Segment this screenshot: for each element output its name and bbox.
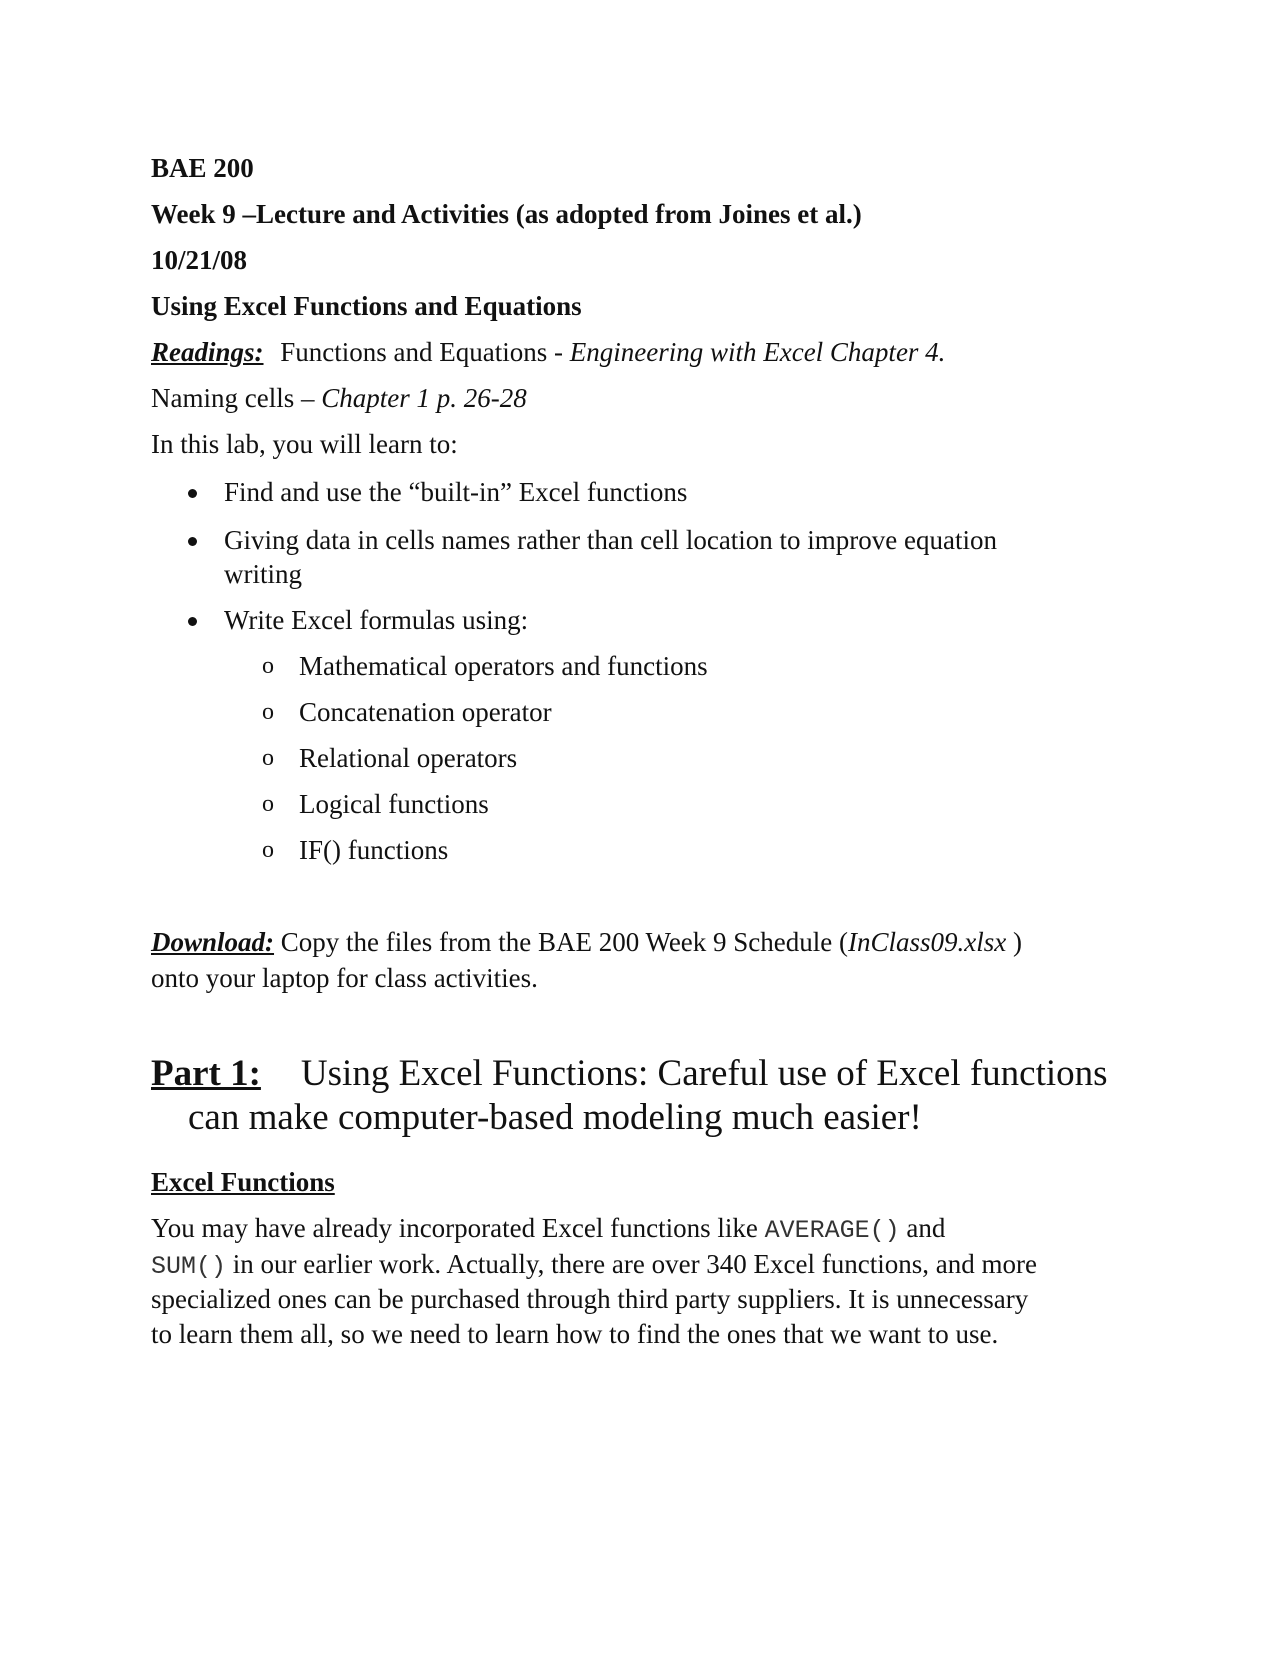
naming-text: Naming cells – (151, 383, 322, 413)
naming-ref: Chapter 1 p. 26-28 (321, 383, 527, 413)
bullet-item-2-line-2: writing (224, 559, 302, 589)
course-title: BAE 200 (151, 153, 254, 183)
sub-bullet-item-3: Relational operators (299, 743, 518, 773)
naming-line (151, 382, 527, 414)
readings-text: Functions and Equations - (280, 337, 570, 367)
paragraph-line-1 (151, 1212, 945, 1247)
date: 10/21/08 (151, 245, 248, 275)
code-sum: SUM() (151, 1252, 227, 1281)
paragraph-line-4: to learn them all, so we need to learn how to find the ones that we want to use. (151, 1319, 999, 1349)
sub-bullet-marker: o (262, 653, 274, 679)
sub-bullet-item-2: Concatenation operator (299, 697, 552, 727)
bullet-item-3: Write Excel formulas using: (224, 605, 529, 635)
download-label: Download: (151, 927, 275, 957)
week-title: Week 9 –Lecture and Activities (as adopted from Joines et al.) (151, 199, 862, 229)
paragraph-text: in our earlier work. Actually, there are over 340 Excel functions, and more (226, 1249, 1037, 1279)
intro-text: In this lab, you will learn to: (151, 429, 458, 459)
part1-heading-line-1 (151, 1052, 1108, 1096)
part1-heading-line-2: can make computer-based modeling much easier! (188, 1097, 922, 1138)
code-average: AVERAGE() (764, 1216, 900, 1245)
bullet-item-1: Find and use the “built-in” Excel functions (224, 477, 688, 507)
sub-bullet-marker: o (262, 837, 274, 863)
download-file: InClass09.xlsx (848, 927, 1007, 957)
readings-line (151, 336, 945, 368)
bullet-dot (188, 537, 197, 546)
paragraph-line-2 (151, 1248, 1037, 1283)
bullet-dot (188, 489, 197, 498)
bullet-dot (188, 617, 197, 626)
bullet-item-2-line-1: Giving data in cells names rather than cell location to improve equation (224, 525, 998, 555)
download-text-1: Copy the files from the BAE 200 Week 9 Schedule ( (274, 927, 848, 957)
paragraph-line-3: specialized ones can be purchased through third party suppliers. It is unnecessary (151, 1284, 1029, 1314)
part1-label: Part 1: (151, 1053, 261, 1094)
readings-book: Engineering with Excel Chapter 4. (569, 337, 946, 367)
sub-bullet-item-4: Logical functions (299, 789, 489, 819)
sub-bullet-marker: o (262, 699, 274, 725)
download-line-1 (151, 926, 1022, 958)
excel-functions-heading: Excel Functions (151, 1167, 335, 1197)
readings-label: Readings: (151, 337, 264, 367)
sub-bullet-marker: o (262, 791, 274, 817)
paragraph-text: and (899, 1213, 946, 1243)
download-line-2: onto your laptop for class activities. (151, 963, 538, 993)
sub-bullet-item-5: IF() functions (299, 835, 449, 865)
sub-bullet-marker: o (262, 745, 274, 771)
part1-title-1: Using Excel Functions: Careful use of Excel functions (300, 1053, 1108, 1094)
paragraph-text: You may have already incorporated Excel functions like (151, 1213, 765, 1243)
sub-bullet-item-1: Mathematical operators and functions (299, 651, 708, 681)
download-text-2: ) (1006, 927, 1022, 957)
topic-title: Using Excel Functions and Equations (151, 291, 582, 321)
